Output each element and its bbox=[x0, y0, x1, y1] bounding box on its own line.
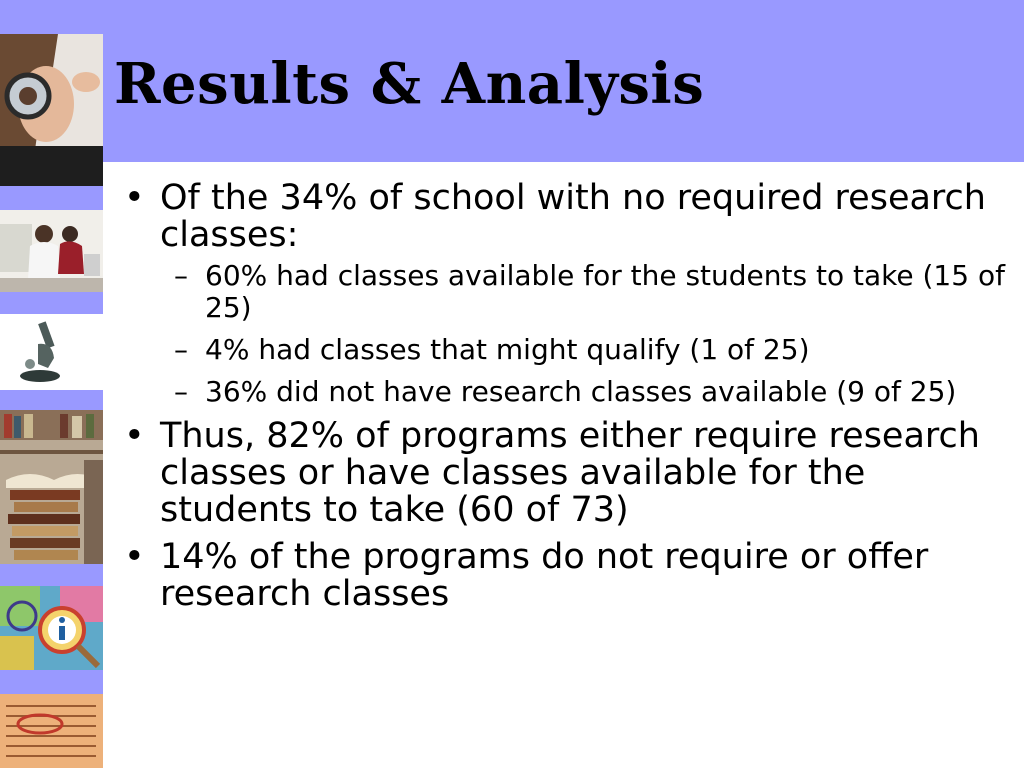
sub-bullet-text: 36% did not have research classes available (9 of 25) bbox=[205, 375, 957, 408]
bullet-item bbox=[124, 180, 1014, 408]
strip-band bbox=[0, 564, 103, 586]
bullet-marker: • bbox=[124, 416, 145, 456]
strip-band bbox=[0, 186, 103, 210]
sub-bullet-item bbox=[160, 260, 1014, 324]
slide-body bbox=[124, 180, 1014, 623]
sub-bullet-list bbox=[160, 260, 1014, 408]
dash-marker: – bbox=[174, 333, 188, 366]
dictionary-research-photo bbox=[0, 694, 103, 768]
bullet-text: 14% of the programs do not require or offer research classes bbox=[160, 537, 929, 614]
woman-with-magnifying-glass-photo bbox=[0, 34, 103, 186]
library-books-photo bbox=[0, 410, 103, 564]
strip-band bbox=[0, 390, 103, 410]
image-strip bbox=[0, 0, 103, 768]
dash-marker: – bbox=[174, 375, 188, 408]
strip-band bbox=[0, 292, 103, 314]
slide-title: Results & Analysis bbox=[114, 51, 705, 117]
strip-band bbox=[0, 670, 103, 694]
sub-bullet-item bbox=[160, 376, 1014, 408]
bullet-list bbox=[124, 180, 1014, 613]
sub-bullet-text: 4% had classes that might qualify (1 of 25) bbox=[205, 333, 810, 366]
bullet-marker: • bbox=[124, 537, 145, 577]
bullet-text: Of the 34% of school with no required research classes: bbox=[160, 178, 986, 255]
bullet-item bbox=[124, 418, 1014, 529]
microscope-photo bbox=[0, 314, 103, 390]
sub-bullet-item bbox=[160, 334, 1014, 366]
bullet-item bbox=[124, 539, 1014, 613]
info-collage-photo bbox=[0, 586, 103, 670]
people-at-computer-photo bbox=[0, 210, 103, 292]
bullet-marker: • bbox=[124, 178, 145, 218]
dash-marker: – bbox=[174, 259, 188, 292]
bullet-text: Thus, 82% of programs either require research classes or have classes available for the students to take (60 of 73) bbox=[160, 416, 980, 530]
sub-bullet-text: 60% had classes available for the students to take (15 of 25) bbox=[205, 259, 1005, 324]
